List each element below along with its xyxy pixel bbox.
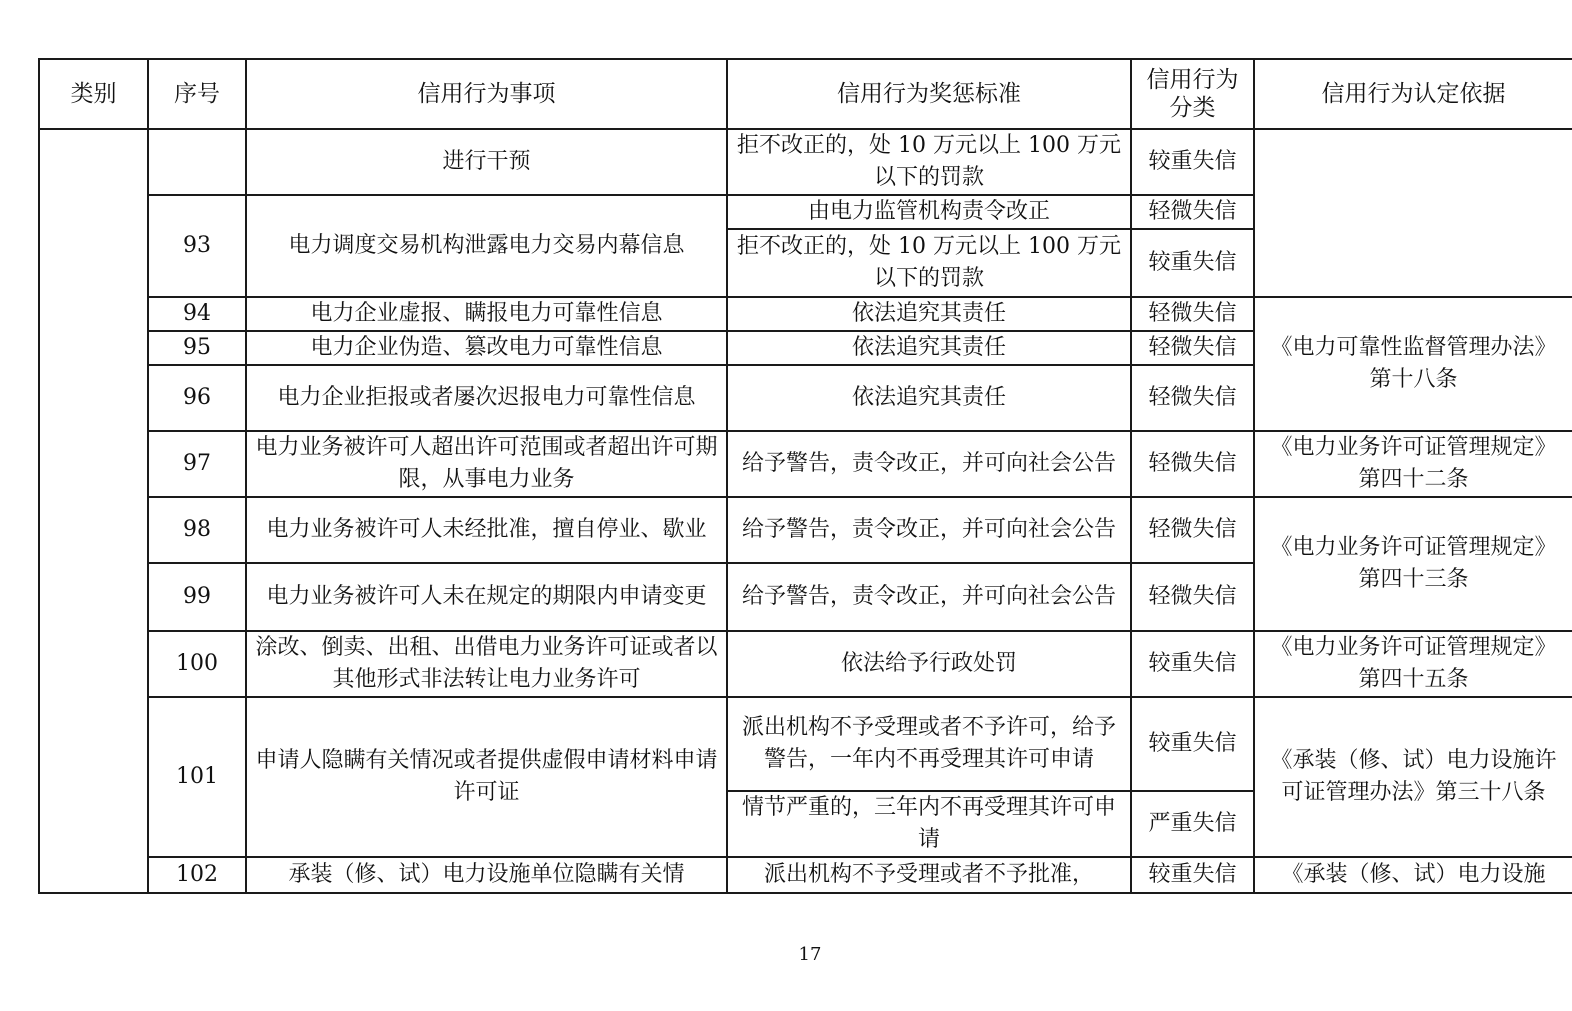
row-item: 申请人隐瞒有关情况或者提供虚假申请材料申请许可证 xyxy=(246,697,727,857)
row-standard: 派出机构不予受理或者不予许可，给予警告，一年内不再受理其许可申请 xyxy=(727,697,1131,791)
row-class: 轻微失信 xyxy=(1131,365,1254,431)
row-standard: 拒不改正的，处 10 万元以上 100 万元以下的罚款 xyxy=(727,129,1131,195)
row-item: 电力企业虚报、瞒报电力可靠性信息 xyxy=(246,297,727,331)
row-standard: 依法给予行政处罚 xyxy=(727,631,1131,697)
row-no: 97 xyxy=(148,431,246,497)
row-class: 轻微失信 xyxy=(1131,431,1254,497)
row-no: 99 xyxy=(148,563,246,631)
header-item: 信用行为事项 xyxy=(246,59,727,129)
row-item: 涂改、倒卖、出租、出借电力业务许可证或者以其他形式非法转让电力业务许可 xyxy=(246,631,727,697)
row-no: 98 xyxy=(148,497,246,563)
row-standard: 依法追究其责任 xyxy=(727,297,1131,331)
row-item: 电力企业拒报或者屡次迟报电力可靠性信息 xyxy=(246,365,727,431)
table-row xyxy=(39,697,1572,791)
row-class: 轻微失信 xyxy=(1131,195,1254,229)
row-item: 进行干预 xyxy=(246,129,727,195)
row-no: 100 xyxy=(148,631,246,697)
row-standard: 情节严重的，三年内不再受理其许可申请 xyxy=(727,791,1131,857)
table-row xyxy=(39,129,1572,195)
row-standard: 给予警告，责令改正，并可向社会公告 xyxy=(727,563,1131,631)
row-standard: 派出机构不予受理或者不予批准， xyxy=(727,857,1131,893)
row-standard: 由电力监管机构责令改正 xyxy=(727,195,1131,229)
row-class: 较重失信 xyxy=(1131,631,1254,697)
row-basis: 《电力业务许可证管理规定》第四十二条 xyxy=(1254,431,1572,497)
row-class: 严重失信 xyxy=(1131,791,1254,857)
row-standard: 拒不改正的，处 10 万元以上 100 万元以下的罚款 xyxy=(727,229,1131,297)
row-basis: 《电力业务许可证管理规定》第四十三条 xyxy=(1254,497,1572,631)
row-standard: 给予警告，责令改正，并可向社会公告 xyxy=(727,431,1131,497)
table-row xyxy=(39,431,1572,497)
row-class: 轻微失信 xyxy=(1131,297,1254,331)
row-class: 较重失信 xyxy=(1131,857,1254,893)
row-basis xyxy=(1254,129,1572,297)
row-standard: 给予警告，责令改正，并可向社会公告 xyxy=(727,497,1131,563)
table-row xyxy=(39,497,1572,563)
table-row xyxy=(39,297,1572,331)
row-basis: 《电力可靠性监督管理办法》第十八条 xyxy=(1254,297,1572,431)
header-class: 信用行为分类 xyxy=(1131,59,1254,129)
header-standard: 信用行为奖惩标准 xyxy=(727,59,1131,129)
row-no: 95 xyxy=(148,331,246,365)
header-basis: 信用行为认定依据 xyxy=(1254,59,1572,129)
row-class: 较重失信 xyxy=(1131,229,1254,297)
category-cell xyxy=(39,129,148,893)
row-no: 94 xyxy=(148,297,246,331)
row-item: 电力调度交易机构泄露电力交易内幕信息 xyxy=(246,195,727,297)
row-no: 102 xyxy=(148,857,246,893)
row-no: 101 xyxy=(148,697,246,857)
row-item: 电力业务被许可人超出许可范围或者超出许可期限，从事电力业务 xyxy=(246,431,727,497)
row-class: 轻微失信 xyxy=(1131,563,1254,631)
header-category: 类别 xyxy=(39,59,148,129)
row-item: 电力企业伪造、篡改电力可靠性信息 xyxy=(246,331,727,365)
row-basis: 《电力业务许可证管理规定》第四十五条 xyxy=(1254,631,1572,697)
row-class: 较重失信 xyxy=(1131,697,1254,791)
table-row xyxy=(39,631,1572,697)
row-basis: 《承装（修、试）电力设施 xyxy=(1254,857,1572,893)
row-class: 较重失信 xyxy=(1131,129,1254,195)
header-no: 序号 xyxy=(148,59,246,129)
table-row xyxy=(39,857,1572,893)
row-basis: 《承装（修、试）电力设施许可证管理办法》第三十八条 xyxy=(1254,697,1572,857)
table-header-row xyxy=(39,59,1572,129)
row-class: 轻微失信 xyxy=(1131,331,1254,365)
row-item: 电力业务被许可人未在规定的期限内申请变更 xyxy=(246,563,727,631)
row-item: 电力业务被许可人未经批准，擅自停业、歇业 xyxy=(246,497,727,563)
row-item: 承装（修、试）电力设施单位隐瞒有关情 xyxy=(246,857,727,893)
row-standard: 依法追究其责任 xyxy=(727,331,1131,365)
row-no: 96 xyxy=(148,365,246,431)
row-no: 93 xyxy=(148,195,246,297)
credit-behavior-table xyxy=(38,58,1572,894)
row-class: 轻微失信 xyxy=(1131,497,1254,563)
page-number: 17 xyxy=(798,944,822,965)
row-no xyxy=(148,129,246,195)
row-standard: 依法追究其责任 xyxy=(727,365,1131,431)
